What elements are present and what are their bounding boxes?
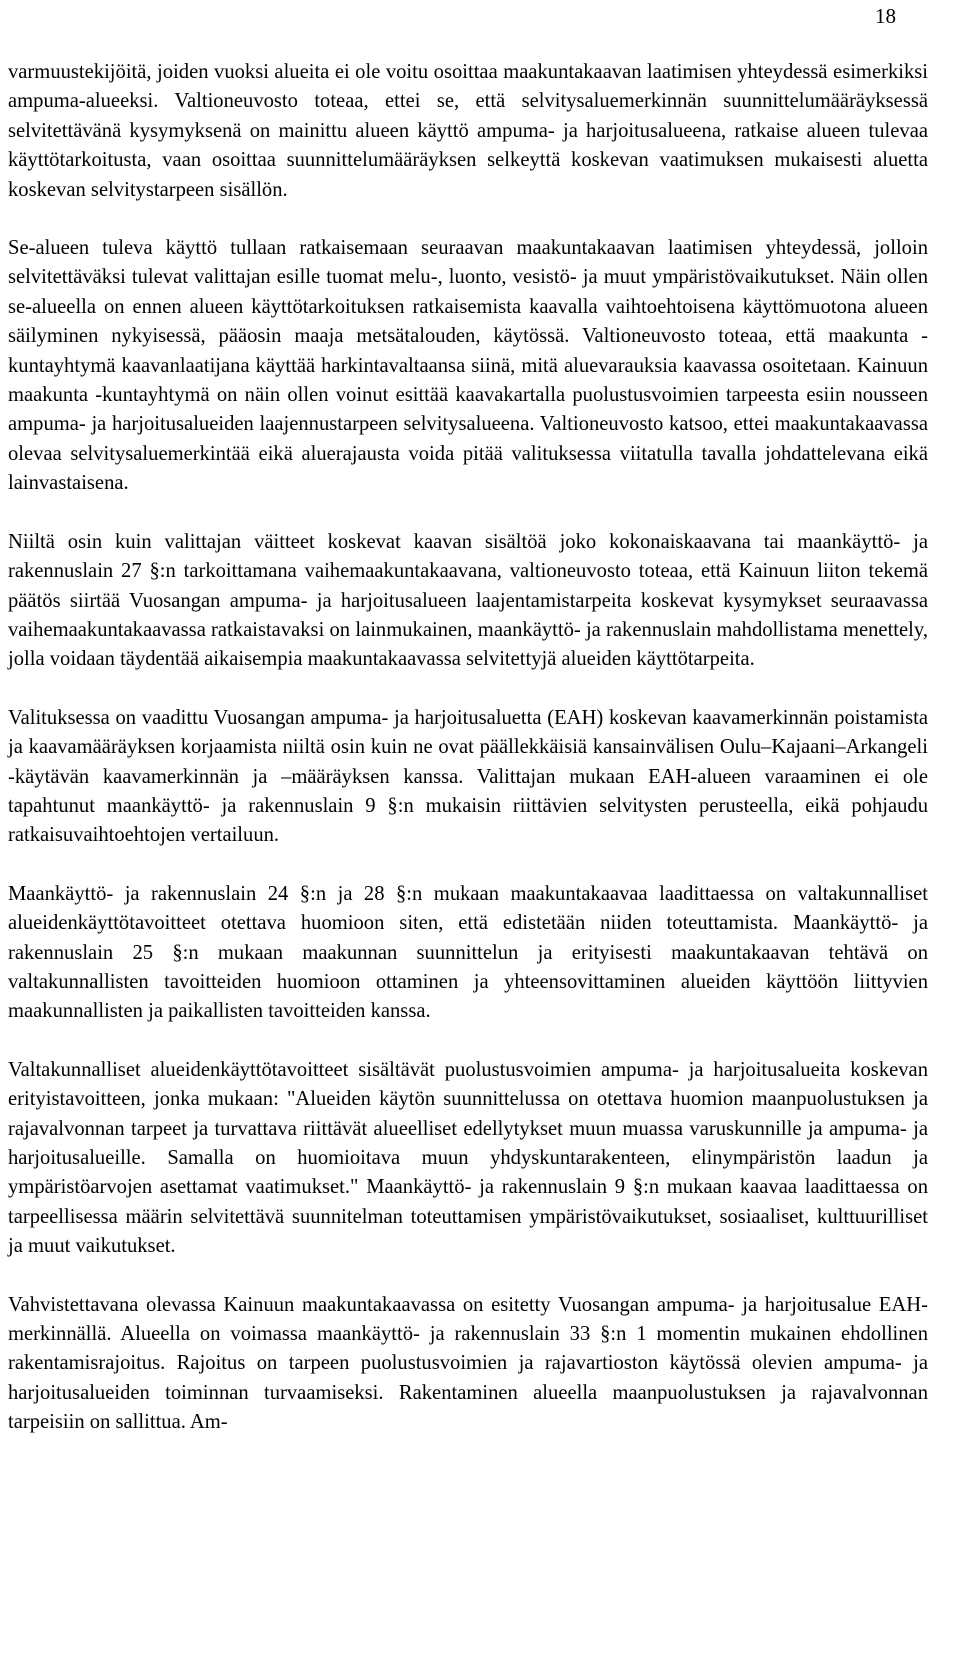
- paragraph-6: Valtakunnalliset alueidenkäyttötavoitteet sisältävät puolustusvoimien ampuma- ja harjoitusalueita koskevan erityistavoitteen, jonka mukaan: "Alueiden käytön suunnittelussa on otettava huomion maanpuolustuksen ja rajavalvonnan tarpeet ja turvattava riittävät alueelliset edellytykset muun muassa varuskunnille ja ampuma- ja harjoitusalueille. Samalla on huomioitava muun yhdyskuntarakenteen, elinympäristön laadun ja ympäristöarvojen asettamat vaatimukset." Maankäyttö- ja rakennuslain 9 §:n mukaan kaavaa laadittaessa on tarpeellisessa määrin selvitettävä suunnitelman toteuttamisen ympäristövaikutukset, sosiaaliset, kulttuurilliset ja muut vaikutukset.: [8, 1058, 928, 1258]
- paragraph-3: Niiltä osin kuin valittajan väitteet koskevat kaavan sisältöä joko kokonaiskaavana tai maankäyttö- ja rakennuslain 27 §:n tarkoittamana vaihemaakuntakaavana, valtioneuvosto toteaa, että Kainuun liiton tekemä päätös siirtää Vuosangan ampuma- ja harjoitusalueen laajentamistarpeita koskevat kysymykset seuraavassa vaihemaakuntakaavassa ratkaistavaksi on lainmukainen, maankäyttö- ja rakennuslain mahdollistama menettely, jolla voidaan täydentää aikaisempia maakuntakaavassa selvitettyjä alueiden käyttötarpeita.: [8, 530, 928, 671]
- body-text: [8, 58, 928, 1438]
- paragraph-5: Maankäyttö- ja rakennuslain 24 §:n ja 28 §:n mukaan maakuntakaavaa laadittaessa on valtakunnalliset alueidenkäyttötavoitteet otettava huomioon siten, että edistetään niiden toteuttamista. Maankäyttö- ja rakennuslain 25 §:n mukaan maakunnan suunnittelun ja erityisesti maakuntakaavan tehtävä on valtakunnallisten tavoitteiden huomioon ottaminen ja yhteensovittaminen alueiden käyttöön liittyvien maakunnallisten ja paikallisten tavoitteiden kanssa.: [8, 882, 928, 1023]
- paragraph-2: Se-alueen tuleva käyttö tullaan ratkaisemaan seuraavan maakuntakaavan laatimisen yhteydessä, jolloin selvitettäväksi tulevat valittajan esille tuomat melu-, luonto, vesistö- ja muut ympäristövaikutukset. Näin ollen se-alueella on ennen alueen käyttötarkoituksen ratkaisemista kaavalla vaihtoehtoisena käyttömuotona alueen säilyminen nykyisessä, pääosin maaja metsätalouden, käytössä. Valtioneuvosto toteaa, että maakunta -kuntayhtymä kaavanlaatijana käyttää harkintavaltaansa siinä, mitä aluevarauksia kaavassa osoitetaan. Kainuun maakunta -kuntayhtymä on näin ollen voinut esittää kaavakartalla puolustusvoimien tarpeesta esiin nousseen ampuma- ja harjoitusalueiden laajennustarpeen selvitysalueena. Valtioneuvosto katsoo, ettei maakuntakaavassa olevaa selvitysaluemerkintää eikä aluerajausta voida pitää valituksessa viitatulla tavalla johdattelevana eikä lainvastaisena.: [8, 237, 928, 495]
- page-number: 18: [875, 4, 896, 28]
- paragraph-1: varmuustekijöitä, joiden vuoksi alueita ei ole voitu osoittaa maakuntakaavan laatimisen yhteydessä esimerkiksi ampuma-alueeksi. Valtioneuvosto toteaa, ettei se, että selvitysaluemerkinnän suunnittelumääräyksessä selvitettävänä kysymyksenä on mainittu alueen käyttö ampuma- ja harjoitusalueena, ratkaise alueen tulevaa käyttötarkoitusta, vaan osoittaa suunnittelumääräyksen selkeyttä koskevan vaatimuksen mukaisesti aluetta koskevan selvitystarpeen sisällön.: [8, 61, 928, 201]
- paragraph-7: Vahvistettavana olevassa Kainuun maakuntakaavassa on esitetty Vuosangan ampuma- ja harjoitusalue EAH-merkinnällä. Alueella on voimassa maankäyttö- ja rakennuslain 33 §:n 1 momentin mukainen ehdollinen rakentamisrajoitus. Rajoitus on tarpeen puolustusvoimien ja rajavartioston käytössä olevien ampuma- ja harjoitusalueiden toiminnan turvaamiseksi. Rakentaminen alueella maanpuolustuksen ja rajavalvonnan tarpeisiin on sallittua. Am-: [8, 1293, 928, 1434]
- paragraph-4: Valituksessa on vaadittu Vuosangan ampuma- ja harjoitusaluetta (EAH) koskevan kaavamerkinnän poistamista ja kaavamääräyksen korjaamista niiltä osin kuin ne ovat päällekkäisiä kansainvälisen Oulu–Kajaani–Arkangeli -käytävän kaavamerkinnän ja –määräyksen kanssa. Valittajan mukaan EAH-alueen varaaminen ei ole tapahtunut maankäyttö- ja rakennuslain 9 §:n mukaisin riittävien selvitysten perusteella, eikä pohjaudu ratkaisuvaihtoehtojen vertailuun.: [8, 706, 928, 847]
